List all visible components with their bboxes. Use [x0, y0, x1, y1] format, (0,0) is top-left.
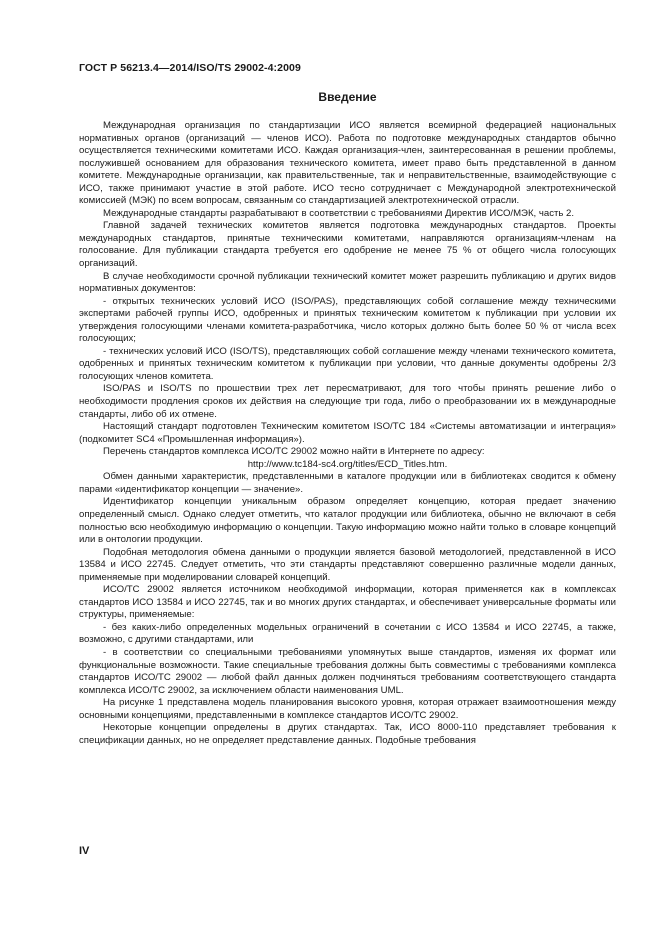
paragraph: Идентификатор концепции уникальным образом определяет концепцию, которая предает значению определенный смысл. Однако следует отметить, что каталог продукции или библиотека, обычно не включают в себя полностью всю необходимую информацию о концепции. Такую информацию можно найти только в словаре концепций или в онтологии продукции.	[79, 496, 616, 546]
paragraph: Обмен данными характеристик, представленными в каталоге продукции или в библиотеках сводится к обмену парами «идентификатор концепции — значение».	[79, 471, 616, 495]
page-number: IV	[79, 845, 90, 857]
paragraph: Международные стандарты разрабатывают в соответствии с требованиями Директив ИСО/МЭК, часть 2.	[103, 207, 575, 219]
paragraph: В случае необходимости срочной публикации технический комитет может разрешить публикацию и других видов нормативных документов:	[79, 270, 616, 295]
document-body	[79, 120, 616, 747]
paragraph: Настоящий стандарт подготовлен Техническим комитетом ISO/TC 184 «Системы автоматизации и интеграция» (подкомитет SC4 «Промышленная информация»).	[79, 421, 616, 445]
paragraph: ИСО/ТС 29002 является источником необходимой информации, которая применяется как в комплексах стандартов ИСО 13584 и ИСО 22745, так и во многих других стандартах, и обеспечивает универсальные форматы или структуры, применяемые:	[79, 584, 616, 621]
list-item: - в соответствии со специальными требованиями упомянутых выше стандартов, изменяя их формат или функциональные возможности. Такие специальные требования должны быть совместимы с требованиями комплекса стандартов ИСО/ТС 29002 — любой файл данных должен подчиняться требованиям соответствующего стандарта комплекса ИСО/ТС 29002, за исключением области наименования UML.	[79, 646, 616, 696]
paragraph: На рисунке 1 представлена модель планирования высокого уровня, которая отражает взаимоотношения между основными концепциями, представленными в комплексе стандартов ИСО/ТС 29002.	[79, 697, 616, 721]
paragraph: Некоторые концепции определены в других стандартах. Так, ИСО 8000-110 представляет требования к спецификации данных, но не определяет представление данных. Подобные требования	[79, 722, 616, 746]
paragraph: Главной задачей технических комитетов является подготовка международных стандартов. Проекты международных стандартов, принятые техническими комитетами, направляются организациям-членам на голосование. Для публикации стандарта требуется его одобрение не менее 75 % от общего числа голосующих организаций.	[79, 220, 616, 270]
section-title: Введение	[318, 90, 377, 104]
list-item: - технических условий ИСО (ISO/TS), представляющих собой соглашение между членами технического комитета, одобренных и принятых техническим комитетом к публикации при условии, что данные документы одобрены 2/3 голосующих членов комитета.	[79, 345, 616, 382]
document-header: ГОСТ Р 56213.4—2014/ISO/TS 29002-4:2009	[79, 62, 301, 74]
paragraph: ISO/PAS и ISO/TS по прошествии трех лет пересматривают, для того чтобы принять решение либо о необходимости продления сроков их действия на следующие три года, либо о преобразовании их в международные стандарты, либо об их отмене.	[79, 383, 616, 420]
paragraph: Международная организация по стандартизации ИСО является всемирной федерацией национальных нормативных органов (организаций — членов ИСО). Работа по подготовке международных стандартов обычно осуществляется техническими комитетами ИСО. Каждая организация-член, заинтересованная в решении проблемы, послужившей основанием для образования технического комитета, имеет право быть представленной в данном комитете. Международные организации, как правительственные, так и неправительственные, взаимодействующие с ИСО, также принимают участие в этой работе. ИСО тесно сотрудничает с Международной электротехнической комиссией (МЭК) по всем вопросам, связанным со стандартизацией электротехнической отрасли.	[79, 120, 616, 207]
url-text: http://www.tc184-sc4.org/titles/ECD_Titles.htm.	[247, 458, 448, 470]
paragraph: Перечень стандартов комплекса ИСО/ТС 29002 можно найти в Интернете по адресу:	[103, 446, 485, 458]
list-item: - без каких-либо определенных модельных ограничений в сочетании с ИСО 13584 и ИСО 22745, а также, возможно, с другими стандартами, или	[79, 621, 616, 646]
paragraph: Подобная методология обмена данными о продукции является базовой методологией, представленной в ИСО 13584 и ИСО 22745. Следует отметить, что эти стандарты представляют совершенно различные модели данных, применяемые при моделировании словарей концепций.	[79, 546, 616, 583]
list-item: - открытых технических условий ИСО (ISO/PAS), представляющих собой соглашение между техническими экспертами рабочей группы ИСО, одобренных и принятых техническим комитетом к публикации при условии их утверждения голосующими членами комитета-разработчика, число которых должно быть более 50 % от числа всех голосующих;	[79, 295, 616, 345]
